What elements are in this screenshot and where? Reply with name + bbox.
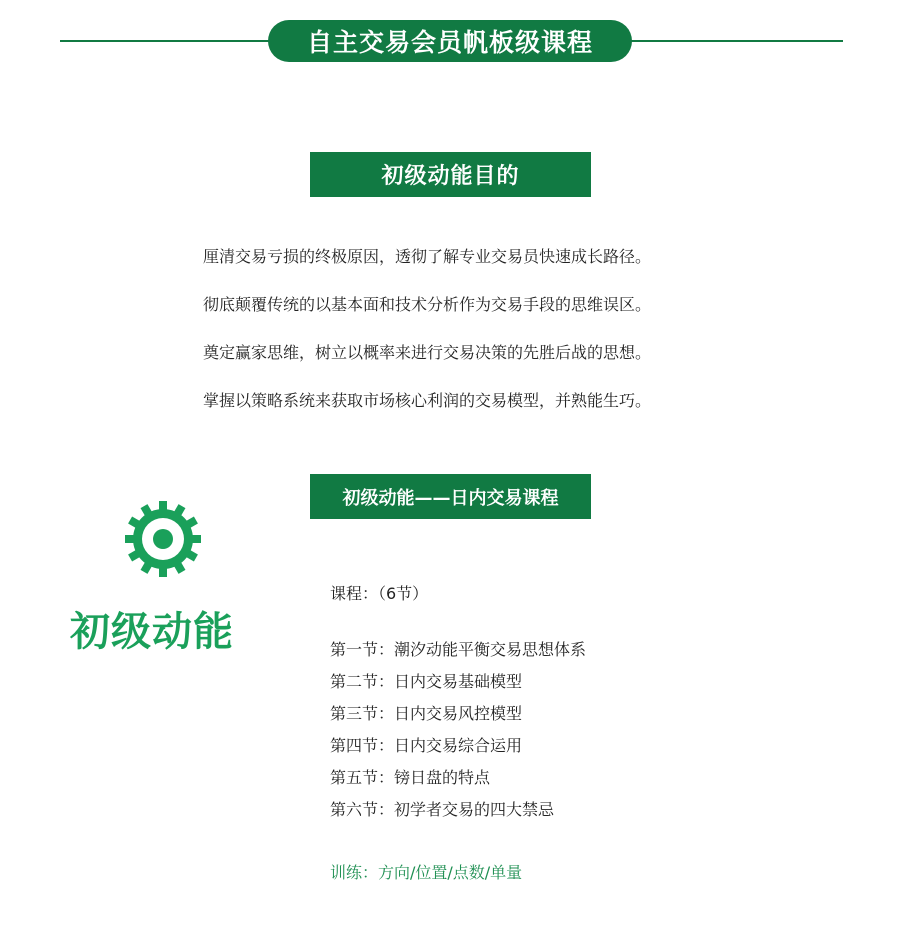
- course-section-title: 初级动能——日内交易课程: [310, 474, 591, 519]
- lesson-item: 第二节：日内交易基础模型: [330, 672, 523, 691]
- lesson-item: 第三节：日内交易风控模型: [330, 704, 523, 723]
- training-text: 训练：方向/位置/点数/单量: [330, 863, 523, 882]
- course-count: 课程：（6节）: [330, 584, 429, 603]
- goal-item: 彻底颠覆传统的以基本面和技术分析作为交易手段的思维误区。: [203, 295, 652, 314]
- goal-item: 厘清交易亏损的终极原因，透彻了解专业交易员快速成长路径。: [203, 247, 652, 266]
- goal-item: 掌握以策略系统来获取市场核心利润的交易模型，并熟能生巧。: [203, 391, 652, 410]
- goals-list: [203, 245, 651, 437]
- goals-section-title: 初级动能目的: [310, 152, 591, 197]
- goal-item: 奠定赢家思维，树立以概率来进行交易决策的先胜后战的思想。: [203, 343, 652, 362]
- header-line-left: [60, 40, 275, 42]
- header-line-right: [625, 40, 843, 42]
- lesson-item: 第六节：初学者交易的四大禁忌: [330, 800, 555, 819]
- lesson-item: 第一节：潮汐动能平衡交易思想体系: [330, 640, 587, 659]
- lesson-item: 第五节：镑日盘的特点: [330, 768, 491, 787]
- lesson-item: 第四节：日内交易综合运用: [330, 736, 523, 755]
- gear-icon: [124, 500, 202, 578]
- header-title: 自主交易会员帆板级课程: [268, 20, 632, 62]
- lesson-list: [330, 638, 586, 830]
- logo-text: 初级动能: [70, 609, 234, 655]
